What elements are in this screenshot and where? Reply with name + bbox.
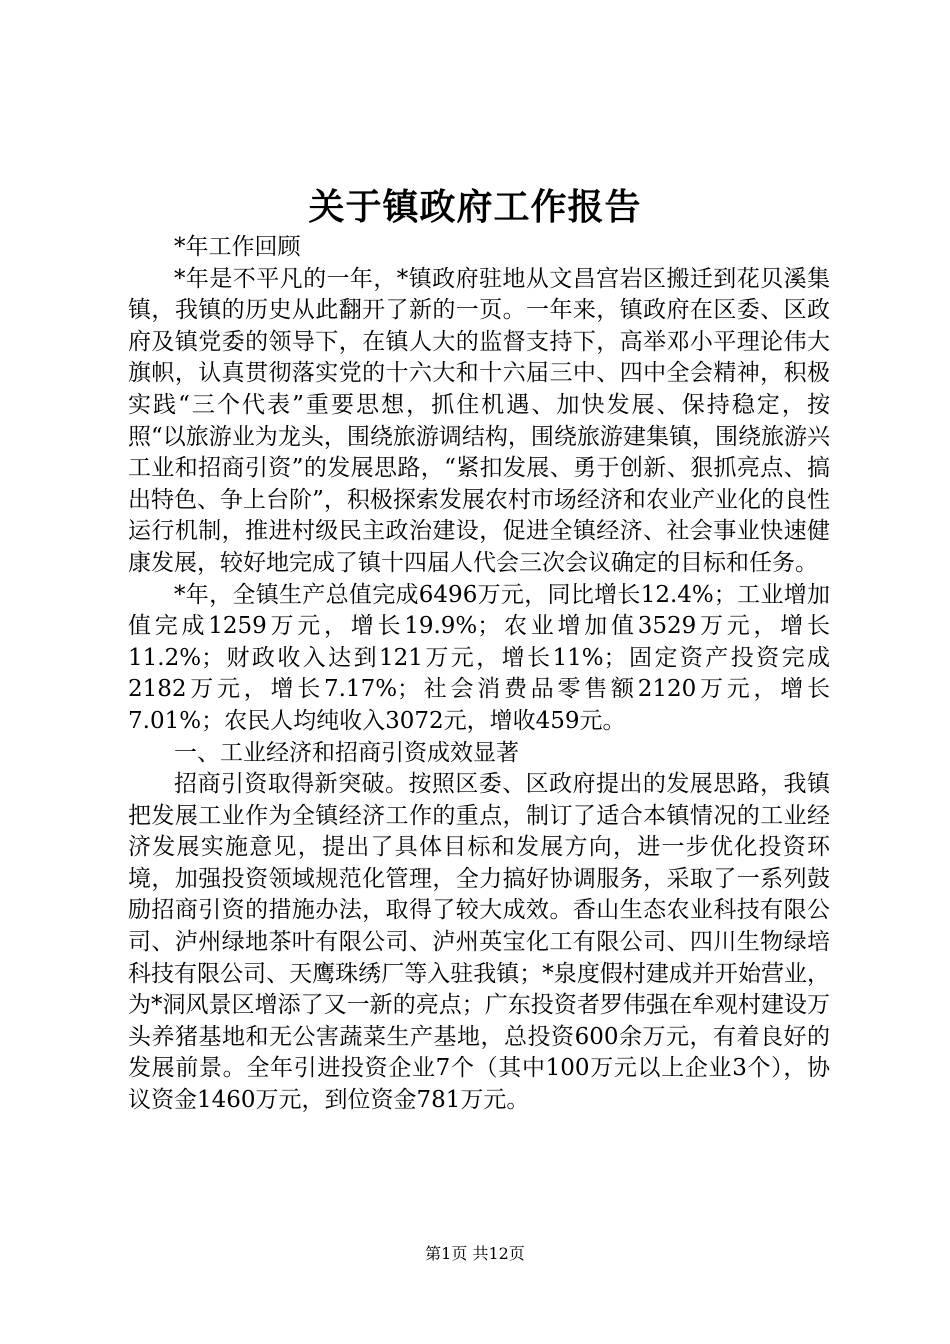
document-title: 关于镇政府工作报告 [308, 186, 642, 228]
section-heading-industry: 一、工业经济和招商引资成效显著 [174, 739, 519, 766]
section-heading-review: *年工作回顾 [174, 234, 301, 260]
document-body [128, 232, 830, 1117]
paragraph-investment: 招商引资取得新突破。按照区委、区政府提出的发展思路，我镇把发展工业作为全镇经济工作的重点，制订了适合本镇情况的工业经济发展实施意见，提出了具体目标和发展方向，进一步优化投资环境，加强投资领域规范化管理，全力搞好协调服务，采取了一系列鼓励招商引资的措施办法，取得了较大成效。香山生态农业科技有限公司、泸州绿地茶叶有限公司、泸州英宝化工有限公司、四川生物绿培科技有限公司、天鹰珠绣厂等入驻我镇；*泉度假村建成并开始营业，为*洞风景区增添了又一新的亮点；广东投资者罗伟强在牟观村建设万头养猪基地和无公害蔬菜生产基地，总投资600余万元，有着良好的发展前景。全年引进投资企业7个（其中100万元以上企业3个），协议资金1460万元，到位资金781万元。 [128, 771, 830, 1114]
paragraph-overview: *年是不平凡的一年，*镇政府驻地从文昌宫岩区搬迁到花贝溪集镇，我镇的历史从此翻开了新的一页。一年来，镇政府在区委、区政府及镇党委的领导下，在镇人大的监督支持下，高举邓小平理论伟大旗帜，认真贯彻落实党的十六大和十六届三中、四中全会精神，积极实践“三个代表”重要思想，抓住机遇、加快发展、保持稳定，按照“以旅游业为龙头，围绕旅游调结构，围绕旅游建集镇，围绕旅游兴工业和招商引资”的发展思路，“紧扣发展、勇于创新、狠抓亮点、搞出特色、争上台阶”，积极探索发展农村市场经济和农业产业化的良性运行机制，推进村级民主政治建设，促进全镇经济、社会事业快速健康发展，较好地完成了镇十四届人代会三次会议确定的目标和任务。 [128, 265, 830, 576]
paragraph-statistics: *年，全镇生产总值完成6496万元，同比增长12.4%；工业增加值完成1259万元，增长19.9%；农业增加值3529万元，增长11.2%；财政收入达到121万元，增长11%；固定资产投资完成2182万元，增长7.17%；社会消费品零售额2120万元，增长7.01%；农民人均纯收入3072元，增收459元。 [128, 581, 830, 734]
page-number-footer: 第1页 共12页 [425, 1244, 525, 1263]
